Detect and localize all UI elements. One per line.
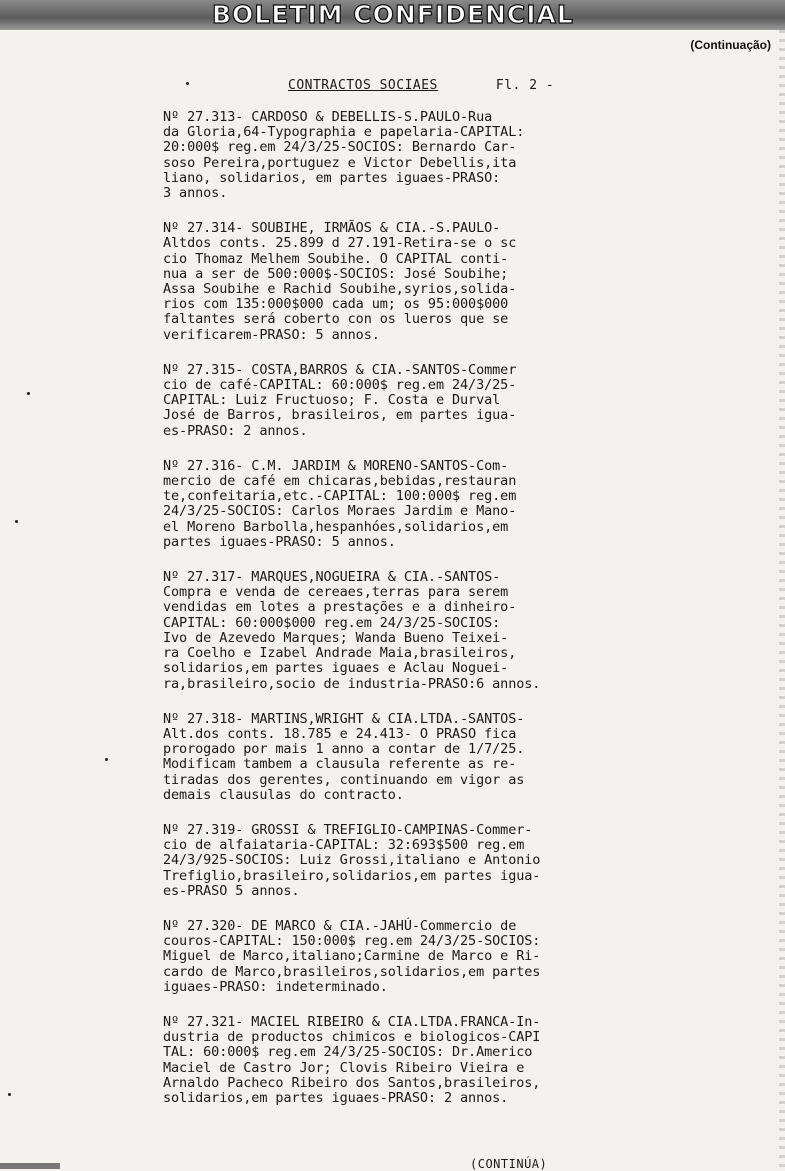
entry-line: 24/3/25-SOCIOS: Carlos Moraes Jardim e Mano- xyxy=(163,503,517,520)
entry-line: partes iguaes-PRASO: 5 annos. xyxy=(163,533,396,550)
entry-line: Nº 27.316- C.M. JARDIM & MORENO-SANTOS-Com- xyxy=(163,457,509,474)
entry-line: Nº 27.319- GROSSI & TREFIGLIO-CAMPINAS-Commer- xyxy=(163,821,533,838)
entry-line: verificarem-PRASO: 5 annos. xyxy=(163,326,380,343)
entry-line: faltantes será coberto con os lueros que se xyxy=(163,311,509,328)
entry-line: rios com 135:000$000 cada um; os 95:000$000 xyxy=(163,296,509,313)
entry-line: Miguel de Marco,italiano;Carmine de Marco e Ri- xyxy=(163,948,541,965)
contract-entry xyxy=(163,1015,633,1106)
contract-entry xyxy=(163,570,633,692)
entry-line: Altdos conts. 25.899 d 27.191-Retira-se o sc xyxy=(163,235,517,252)
masthead-banner xyxy=(0,0,785,30)
entry-line: Nº 27.318- MARTINS,WRIGHT & CIA.LTDA.-SANTOS- xyxy=(163,710,525,727)
continuation-label: (Continuação) xyxy=(690,38,771,52)
entry-line: Trefiglio,brasileiro,solidarios,em partes igua- xyxy=(163,867,541,884)
masthead-title: BOLETIM CONFIDENCIAL xyxy=(212,0,574,29)
contract-entry xyxy=(163,363,633,439)
entry-line: demais clausulas do contracto. xyxy=(163,786,404,803)
entry-line: soso Pereira,portuguez e Victor Debellis,ita xyxy=(163,154,517,171)
contract-entry xyxy=(163,919,633,995)
section-header xyxy=(288,78,554,93)
contract-entry xyxy=(163,823,633,899)
continues-label: (CONTINÚA) xyxy=(470,1157,548,1171)
contract-entries xyxy=(163,110,633,1126)
entry-line: Arnaldo Pacheco Ribeiro dos Santos,brasileiros, xyxy=(163,1074,541,1091)
scan-edge xyxy=(779,30,785,1169)
contract-entry xyxy=(163,110,633,201)
entry-line: ra Coelho e Izabel Andrade Maia,brasileiros, xyxy=(163,645,517,662)
entry-line: CAPITAL: 60:000$000 reg.em 24/3/25-SOCIOS: xyxy=(163,614,501,631)
entry-line: liano, solidarios, em partes iguaes-PRASO: xyxy=(163,169,501,186)
entry-line: cio Thomaz Melhem Soubihe. O CAPITAL conti- xyxy=(163,250,509,267)
contract-entry xyxy=(163,459,633,550)
entry-line: Ivo de Azevedo Marques; Wanda Bueno Teixei- xyxy=(163,629,509,646)
entry-line: es-PRASO: 2 annos. xyxy=(163,422,308,439)
entry-line: CAPITAL: Luiz Fructuoso; F. Costa e Durval xyxy=(163,392,501,409)
entry-line: Nº 27.321- MACIEL RIBEIRO & CIA.LTDA.FRANCA-In- xyxy=(163,1013,541,1030)
entry-line: Maciel de Castro Jor; Clovis Ribeiro Vieira e xyxy=(163,1059,525,1076)
entry-line: José de Barros, brasileiros, em partes igua- xyxy=(163,407,517,424)
entry-line: solidarios,em partes iguaes e Aclau Noguei- xyxy=(163,660,509,677)
section-title: CONTRACTOS SOCIAES xyxy=(288,78,438,93)
entry-line: te,confeitaria,etc.-CAPITAL: 100:000$ reg.em xyxy=(163,488,517,505)
entry-line: Modificam tambem a clausula referente as re- xyxy=(163,756,517,773)
entry-line: Nº 27.314- SOUBIHE, IRMÃOS & CIA.-S.PAULO- xyxy=(163,220,501,237)
entry-line: cio de café-CAPITAL: 60:000$ reg.em 24/3/25- xyxy=(163,377,517,394)
contract-entry xyxy=(163,712,633,803)
ink-speck xyxy=(105,758,108,761)
entry-line: dustria de productos chimicos e biologicos-CAPI xyxy=(163,1029,541,1046)
contract-entry xyxy=(163,221,633,343)
ink-speck xyxy=(8,1093,11,1096)
sheet-number: Fl. 2 - xyxy=(495,78,555,93)
entry-line: es-PRASO 5 annos. xyxy=(163,882,300,899)
entry-line: Nº 27.315- COSTA,BARROS & CIA.-SANTOS-Commer xyxy=(163,361,517,378)
entry-line: Assa Soubihe e Rachid Soubihe,syrios,solida- xyxy=(163,281,517,298)
entry-line: Compra e venda de cereaes,terras para serem xyxy=(163,584,509,601)
entry-line: cio de alfaiataria-CAPITAL: 32:693$500 reg.em xyxy=(163,837,525,854)
entry-line: 3 annos. xyxy=(163,185,228,202)
entry-line: Nº 27.320- DE MARCO & CIA.-JAHÚ-Commercio de xyxy=(163,917,517,934)
entry-line: couros-CAPITAL: 150:000$ reg.em 24/3/25-SOCIOS: xyxy=(163,933,541,950)
ink-speck xyxy=(27,392,30,395)
entry-line: ra,brasileiro,socio de industria-PRASO:6 annos. xyxy=(163,675,541,692)
entry-line: nua a ser de 500:000$-SOCIOS: José Soubihe; xyxy=(163,265,509,282)
entry-line: mercio de café em chicaras,bebidas,restauran xyxy=(163,473,517,490)
entry-line: vendidas em lotes a prestações e a dinheiro- xyxy=(163,599,517,616)
entry-line: Nº 27.313- CARDOSO & DEBELLIS-S.PAULO-Rua xyxy=(163,109,493,125)
entry-line: el Moreno Barbolla,hespanhóes,solidarios,em xyxy=(163,518,509,535)
entry-line: 24/3/925-SOCIOS: Luiz Grossi,italiano e Antonio xyxy=(163,852,541,869)
ink-speck xyxy=(186,82,189,85)
scan-edge xyxy=(0,1163,60,1169)
entry-line: prorogado por mais 1 anno a contar de 1/7/25. xyxy=(163,741,525,758)
entry-line: da Gloria,64-Typographia e papelaria-CAPITAL: xyxy=(163,124,525,141)
ink-speck xyxy=(15,520,18,523)
entry-line: Nº 27.317- MARQUES,NOGUEIRA & CIA.-SANTOS- xyxy=(163,569,501,586)
entry-line: iguaes-PRASO: indeterminado. xyxy=(163,978,388,995)
entry-line: solidarios,em partes iguaes-PRASO: 2 annos. xyxy=(163,1089,509,1106)
entry-line: TAL: 60:000$ reg.em 24/3/25-SOCIOS: Dr.Americo xyxy=(163,1044,533,1061)
entry-line: Alt.dos conts. 18.785 e 24.413- O PRASO fica xyxy=(163,725,517,742)
entry-line: tiradas dos gerentes, continuando em vigor as xyxy=(163,771,525,788)
entry-line: 20:000$ reg.em 24/3/25-SOCIOS: Bernardo Car- xyxy=(163,139,517,156)
entry-line: cardo de Marco,brasileiros,solidarios,em partes xyxy=(163,963,541,980)
